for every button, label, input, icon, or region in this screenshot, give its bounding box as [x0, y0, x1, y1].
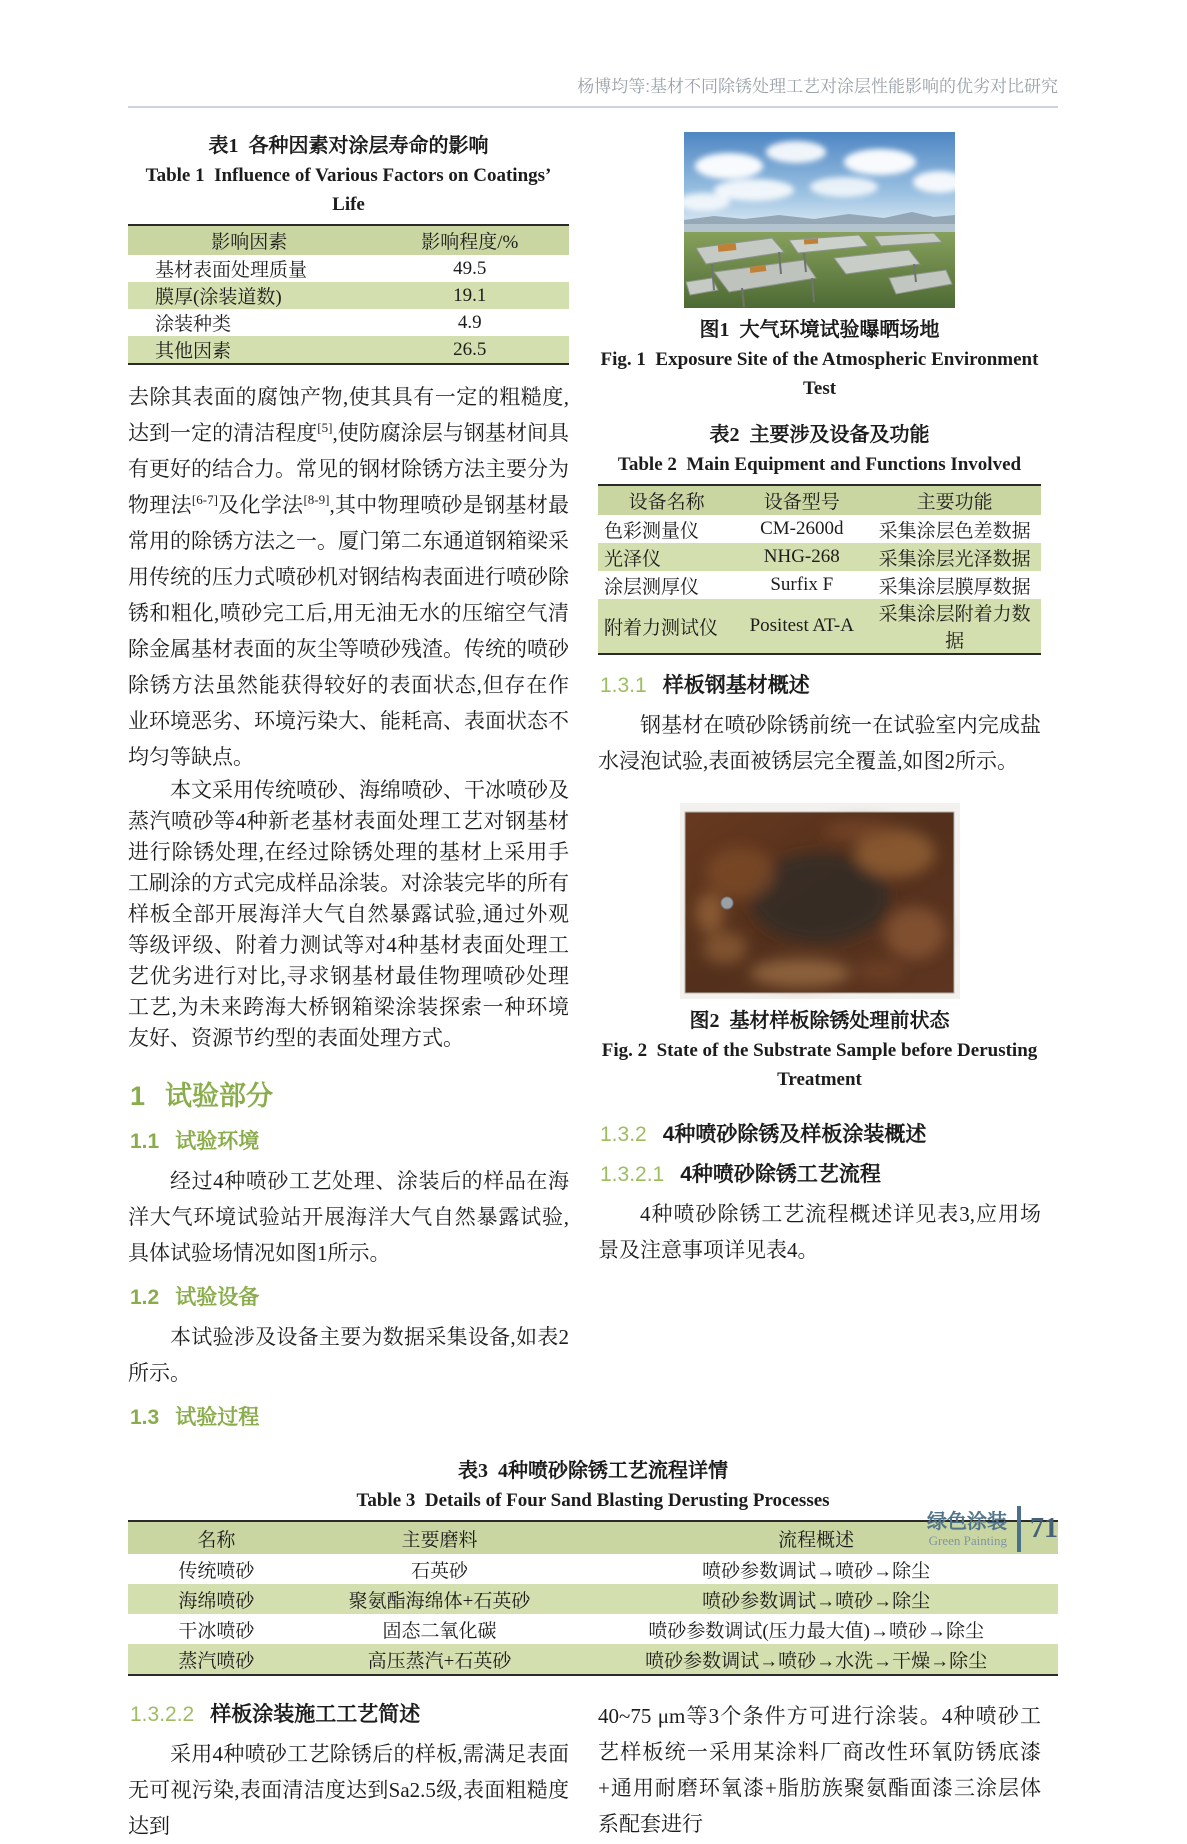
table-cell: 蒸汽喷砂: [128, 1644, 305, 1675]
table-cell: 传统喷砂: [178, 1560, 255, 1582]
table-cell: 喷砂参数调试→喷砂→水洗→干燥→除尘: [574, 1644, 1058, 1675]
table-cell: 石英砂: [411, 1560, 469, 1582]
table1-col-degree: 影响程度/%: [371, 225, 569, 255]
table-cell: 采集涂层附着力数据: [868, 599, 1041, 654]
journal-name-en: Green Painting: [928, 1532, 1007, 1548]
citation-5: [5]: [317, 420, 333, 435]
section-1-heading: 1 试验部分: [130, 1081, 274, 1111]
table3-col-name: 名称: [128, 1521, 305, 1554]
section-1-1-heading: 1.1 试验环境: [130, 1130, 260, 1153]
table-cell: 26.5: [371, 336, 569, 364]
figure2-caption-en-line1: Fig. 2 State of the Substrate Sample before Derusting: [601, 1040, 1038, 1061]
figure1-caption-en: Fig. 1 Exposure Site of the Atmospheric Environment Test: [600, 349, 1043, 399]
table-cell: 色彩测量仪: [604, 520, 700, 542]
paragraph-equipment: 本试验涉及设备主要为数据采集设备,如表2所示。: [128, 1325, 569, 1385]
table2-col-function: 主要功能: [868, 485, 1041, 515]
section-1-3-2-2-heading: 1.3.2.2 样板涂装施工工艺简述: [130, 1703, 421, 1726]
table-cell: 采集涂层膜厚数据: [878, 576, 1031, 598]
table-cell: 海绵喷砂: [128, 1584, 305, 1614]
table-cell: 聚氨酯海绵体+石英砂: [305, 1584, 575, 1614]
table3-section: [128, 1457, 1058, 1676]
figure2-caption-zh: 图2 基材样板除锈处理前状态: [689, 1010, 950, 1032]
table2-title-en: Table 2 Main Equipment and Functions Involved: [617, 454, 1022, 475]
table-row: [128, 1554, 1058, 1584]
table-cell: 喷砂参数调试(压力最大值)→喷砂→除尘: [648, 1620, 985, 1642]
table2-header-row: [598, 485, 1041, 515]
table-cell: 4.9: [457, 311, 482, 333]
section-1-3-heading: 1.3 试验过程: [130, 1406, 260, 1429]
table-cell: 涂装种类: [155, 314, 232, 335]
section-1-3-2-1-heading: 1.3.2.1 4种喷砂除锈工艺流程: [600, 1163, 881, 1186]
main-columns: [128, 132, 1058, 1439]
page-number: 71: [1030, 1513, 1058, 1544]
table-row: [128, 1644, 1058, 1675]
table2: [598, 484, 1041, 655]
running-head: 杨博均等:基材不同除锈处理工艺对涂层性能影响的优劣对比研究: [128, 0, 1058, 108]
table-cell: Surfix F: [770, 574, 834, 595]
table-cell: 基材表面处理质量: [155, 260, 308, 281]
table1-col-factor: 影响因素: [128, 225, 371, 255]
figure1-photo: [684, 132, 955, 308]
figure1-caption-zh: 图1 大气环境试验曝晒场地: [699, 319, 940, 341]
table-cell: CM-2600d: [760, 518, 844, 539]
section-1-3-1-heading: 1.3.1 样板钢基材概述: [600, 674, 810, 697]
figure1: [598, 132, 1041, 308]
paragraph-intro-continued: 去除其表面的腐蚀产物,使其具有一定的粗糙度,达到一定的清洁程度[5],使防腐涂层与钢基材间具有更好的结合力。常见的钢材除锈方法主要分为物理法[6-7]及化学法[8-9],其中物理喷砂是钢基材最常用的除锈方法之一。厦门第二东通道钢箱梁采用传统的压力式喷砂机对钢结构表面进行喷砂除锈和粗化,喷砂完工后,用无油无水的压缩空气清除金属基材表面的灰尘等喷砂残渣。传统的喷砂除锈方法虽然能获得较好的表面状态,但存在作业环境恶劣、环境污染大、能耗高、表面状态不均匀等缺点。: [128, 385, 570, 769]
table-cell: 49.5: [453, 257, 487, 279]
journal-name-zh: 绿色涂装: [927, 1510, 1007, 1533]
page-footer: [927, 1506, 1058, 1552]
table2-col-name: 设备名称: [598, 485, 735, 515]
table-cell: 涂层测厚仪: [604, 576, 700, 598]
table-row: [128, 255, 569, 282]
table-cell: 喷砂参数调试→喷砂→除尘: [574, 1584, 1058, 1614]
table-row: [598, 543, 1041, 571]
citation-8-9: [8-9]: [303, 492, 330, 507]
table2-col-model: 设备型号: [735, 485, 868, 515]
table-row: [128, 309, 569, 336]
paragraph-intro2: 本文采用传统喷砂、海绵喷砂、干冰喷砂及蒸汽喷砂等4种新老基材表面处理工艺对钢基材进行除锈处理,在经过除锈处理的基材上采用手工刷涂的方式完成样品涂装。对涂装完毕的所有样板全部开展海洋大气自然暴露试验,通过外观等级评级、附着力测试等对4种基材表面处理工艺优劣进行对比,寻求钢基材最佳物理喷砂处理工艺,为未来跨海大桥钢箱梁涂装探索一种环境友好、资源节约型的表面处理方式。: [128, 778, 569, 1050]
table1-header-row: [128, 225, 569, 255]
table-cell: 膜厚(涂装道数): [128, 282, 371, 309]
table-cell: 固态二氧化碳: [382, 1620, 497, 1642]
table-cell: NHG-268: [735, 543, 868, 571]
table3-title-zh: 表3 4种喷砂除锈工艺流程详情: [458, 1460, 728, 1482]
journal-name: [927, 1511, 1007, 1548]
table3-title-en: Table 3 Details of Four Sand Blasting Derusting Processes: [356, 1490, 830, 1511]
table-row: [128, 336, 569, 364]
table-cell: 采集涂层光泽数据: [868, 543, 1041, 571]
table1: [128, 224, 569, 365]
bottom-left-column: [128, 1698, 569, 1844]
paragraph-coating-right: 40~75 μm等3个条件方可进行涂装。4种喷砂工艺样板统一采用某涂料厂商改性环氧防锈底漆+通用耐磨环氧漆+脂肪族聚氨酯面漆三涂层体系配套进行: [598, 1704, 1041, 1836]
figure2-caption-en-line2: Treatment: [777, 1069, 862, 1090]
table3-col-abrasive: 主要磨料: [305, 1521, 575, 1554]
table-cell: 附着力测试仪: [598, 599, 735, 654]
left-column: [128, 132, 569, 1439]
section-1-3-2-heading: 1.3.2 4种喷砂除锈及样板涂装概述: [600, 1123, 927, 1146]
bottom-right-column: [598, 1698, 1041, 1844]
footer-divider: [1017, 1506, 1021, 1552]
table-cell: 19.1: [371, 282, 569, 309]
bottom-columns: [128, 1698, 1058, 1844]
table-cell: 采集涂层色差数据: [878, 520, 1031, 542]
table-cell: 其他因素: [128, 336, 371, 364]
paragraph-environment: 经过4种喷砂工艺处理、涂装后的样品在海洋大气环境试验站开展海洋大气自然暴露试验,具体试验场情况如图1所示。: [128, 1169, 569, 1265]
table3-header-row: [128, 1521, 1058, 1554]
table-cell: Positest AT-A: [735, 599, 868, 654]
table-row: [128, 282, 569, 309]
table-row: [128, 1584, 1058, 1614]
table3: [128, 1520, 1058, 1676]
table-row: [598, 599, 1041, 654]
table-cell: 干冰喷砂: [178, 1620, 255, 1642]
table-row: [128, 1614, 1058, 1644]
table-row: [598, 515, 1041, 543]
section-1-2-heading: 1.2 试验设备: [130, 1286, 260, 1309]
table2-title-zh: 表2 主要涉及设备及功能: [709, 424, 930, 446]
paragraph-coating-left: 采用4种喷砂工艺除锈后的样板,需满足表面无可视污染,表面清洁度达到Sa2.5级,表面粗糙度达到: [128, 1742, 569, 1838]
figure2-photo: [680, 803, 960, 999]
right-column: [598, 132, 1041, 1439]
table1-title-en: Table 1 Influence of Various Factors on Coatings’ Life: [145, 165, 557, 215]
paragraph-substrate: 钢基材在喷砂除锈前统一在试验室内完成盐水浸泡试验,表面被锈层完全覆盖,如图2所示。: [598, 713, 1041, 773]
table-cell: 高压蒸汽+石英砂: [305, 1644, 575, 1675]
figure2: [598, 803, 1041, 999]
table3-col-process: 流程概述: [574, 1521, 1058, 1554]
table-cell: 光泽仪: [598, 543, 735, 571]
table-row: [598, 571, 1041, 599]
table-cell: 喷砂参数调试→喷砂→除尘: [702, 1560, 931, 1582]
table1-title-zh: 表1 各种因素对涂层寿命的影响: [208, 135, 489, 157]
citation-6-7: [6-7]: [191, 492, 218, 507]
paragraph-process: 4种喷砂除锈工艺流程概述详见表3,应用场景及注意事项详见表4。: [598, 1202, 1041, 1262]
